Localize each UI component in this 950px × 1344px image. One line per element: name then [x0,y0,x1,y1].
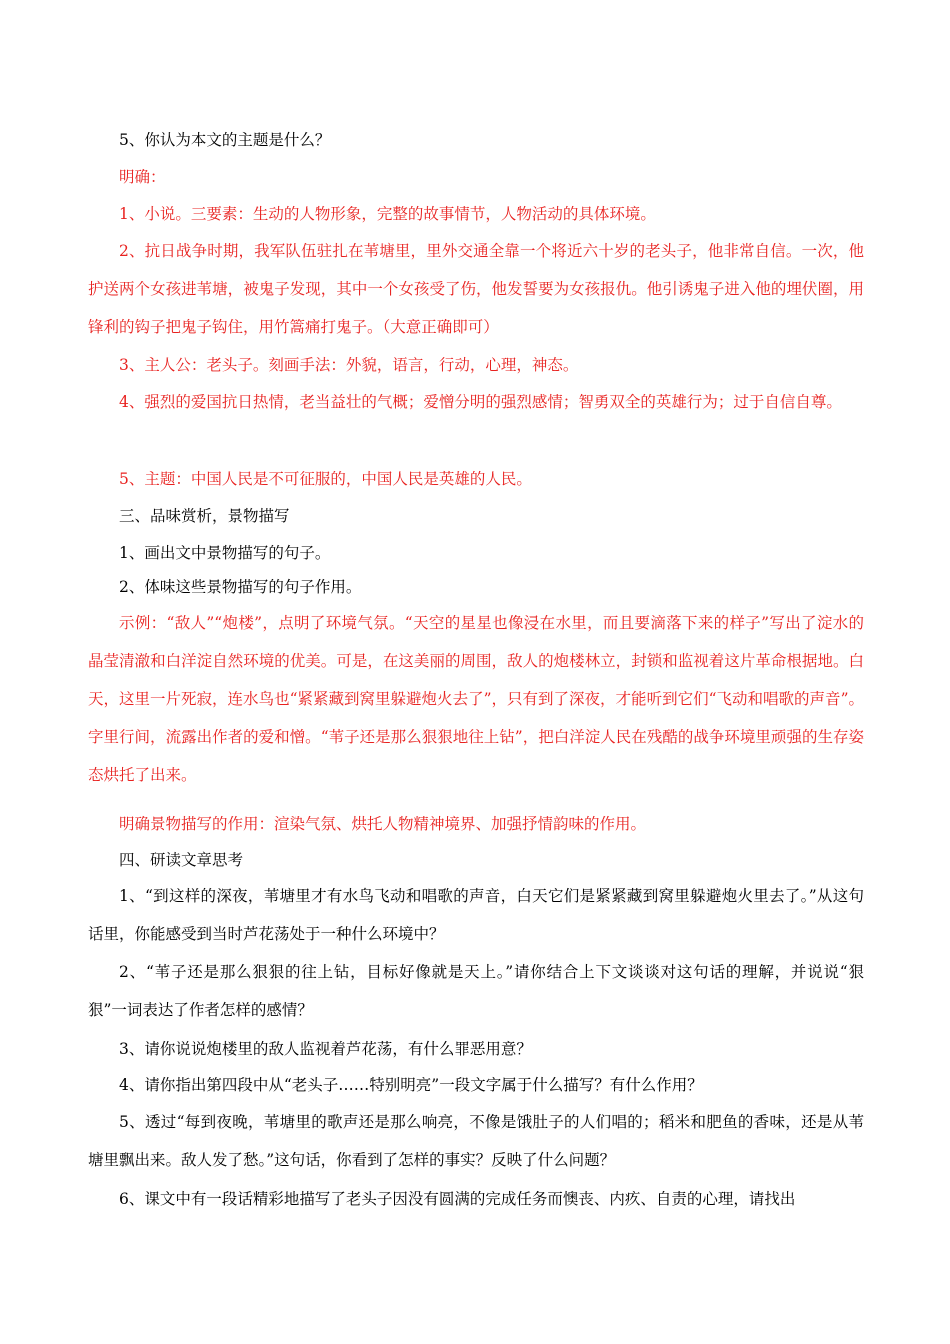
section-4-q2: 2、“苇子还是那么狠狠的往上钻，目标好像就是天上。”请你结合上下文谈谈对这句话的理解，并说说“狠狠”一词表达了作者怎样的感情？ [88,963,864,1019]
question-5-theme: 5、你认为本文的主题是什么？ [119,131,331,149]
section-3-task-2: 2、体味这些景物描写的句子作用。 [119,578,362,596]
answer-5: 5、主题：中国人民是不可征服的，中国人民是英雄的人民。 [119,470,532,488]
example-answer: 示例：“敌人”“炮楼”，点明了环境气氛。“天空的星星也像浸在水里，而且要滴落下来的样子”写出了淀水的晶莹清澈和白洋淀自然环境的优美。可是，在这美丽的周围，敌人的炮楼林立，封锁和监视着这片革命根据地。白天，这里一片死寂，连水鸟也“紧紧藏到窝里躲避炮火去了”，只有到了深夜，才能听到它们“飞动和唱歌的声音”。字里行间，流露出作者的爱和憎。“苇子还是那么狠狠地往上钻”，把白洋淀人民在残酷的战争环境里顽强的生存姿态烘托了出来。 [88,614,864,784]
section-4-heading: 四、研读文章思考 [119,851,244,869]
answer-3: 3、主人公：老头子。刻画手法：外貌，语言，行动，心理，神态。 [119,356,579,374]
section-4-q6: 6、课文中有一段话精彩地描写了老头子因没有圆满的完成任务而懊丧、内疚、自责的心理，请找出 [119,1190,796,1208]
answer-1: 1、小说。三要素：生动的人物形象，完整的故事情节，人物活动的具体环境。 [119,205,656,223]
answer-heading: 明确： [119,168,166,186]
scenery-function: 明确景物描写的作用：渲染气氛、烘托人物精神境界、加强抒情韵味的作用。 [119,815,647,833]
section-3-heading: 三、品味赏析，景物描写 [119,507,290,525]
section-4-q3: 3、请你说说炮楼里的敌人监视着芦花荡，有什么罪恶用意？ [119,1040,532,1058]
section-4-q5: 5、透过“每到夜晚，苇塘里的歌声还是那么响亮，不像是饿肚子的人们唱的；稻米和肥鱼的香味，还是从苇塘里飘出来。敌人发了愁。”这句话，你看到了怎样的事实？反映了什么问题？ [88,1113,864,1169]
section-3-task-1: 1、画出文中景物描写的句子。 [119,544,331,562]
section-4-q4: 4、请你指出第四段中从“老头子……特别明亮”一段文字属于什么描写？有什么作用？ [119,1076,703,1094]
answer-2: 2、抗日战争时期，我军队伍驻扎在苇塘里，里外交通全靠一个将近六十岁的老头子，他非常自信。一次，他护送两个女孩进苇塘，被鬼子发现，其中一个女孩受了伤，他发誓要为女孩报仇。他引诱鬼子进入他的埋伏圈，用锋利的钩子把鬼子钩住，用竹篙痛打鬼子。（大意正确即可） [88,242,864,336]
section-4-q1: 1、“到这样的深夜，苇塘里才有水鸟飞动和唱歌的声音，白天它们是紧紧藏到窝里躲避炮火里去了。”从这句话里，你能感受到当时芦花荡处于一种什么环境中？ [88,887,864,943]
answer-4: 4、强烈的爱国抗日热情，老当益壮的气概；爱憎分明的强烈感情；智勇双全的英雄行为；过于自信自尊。 [119,393,842,411]
